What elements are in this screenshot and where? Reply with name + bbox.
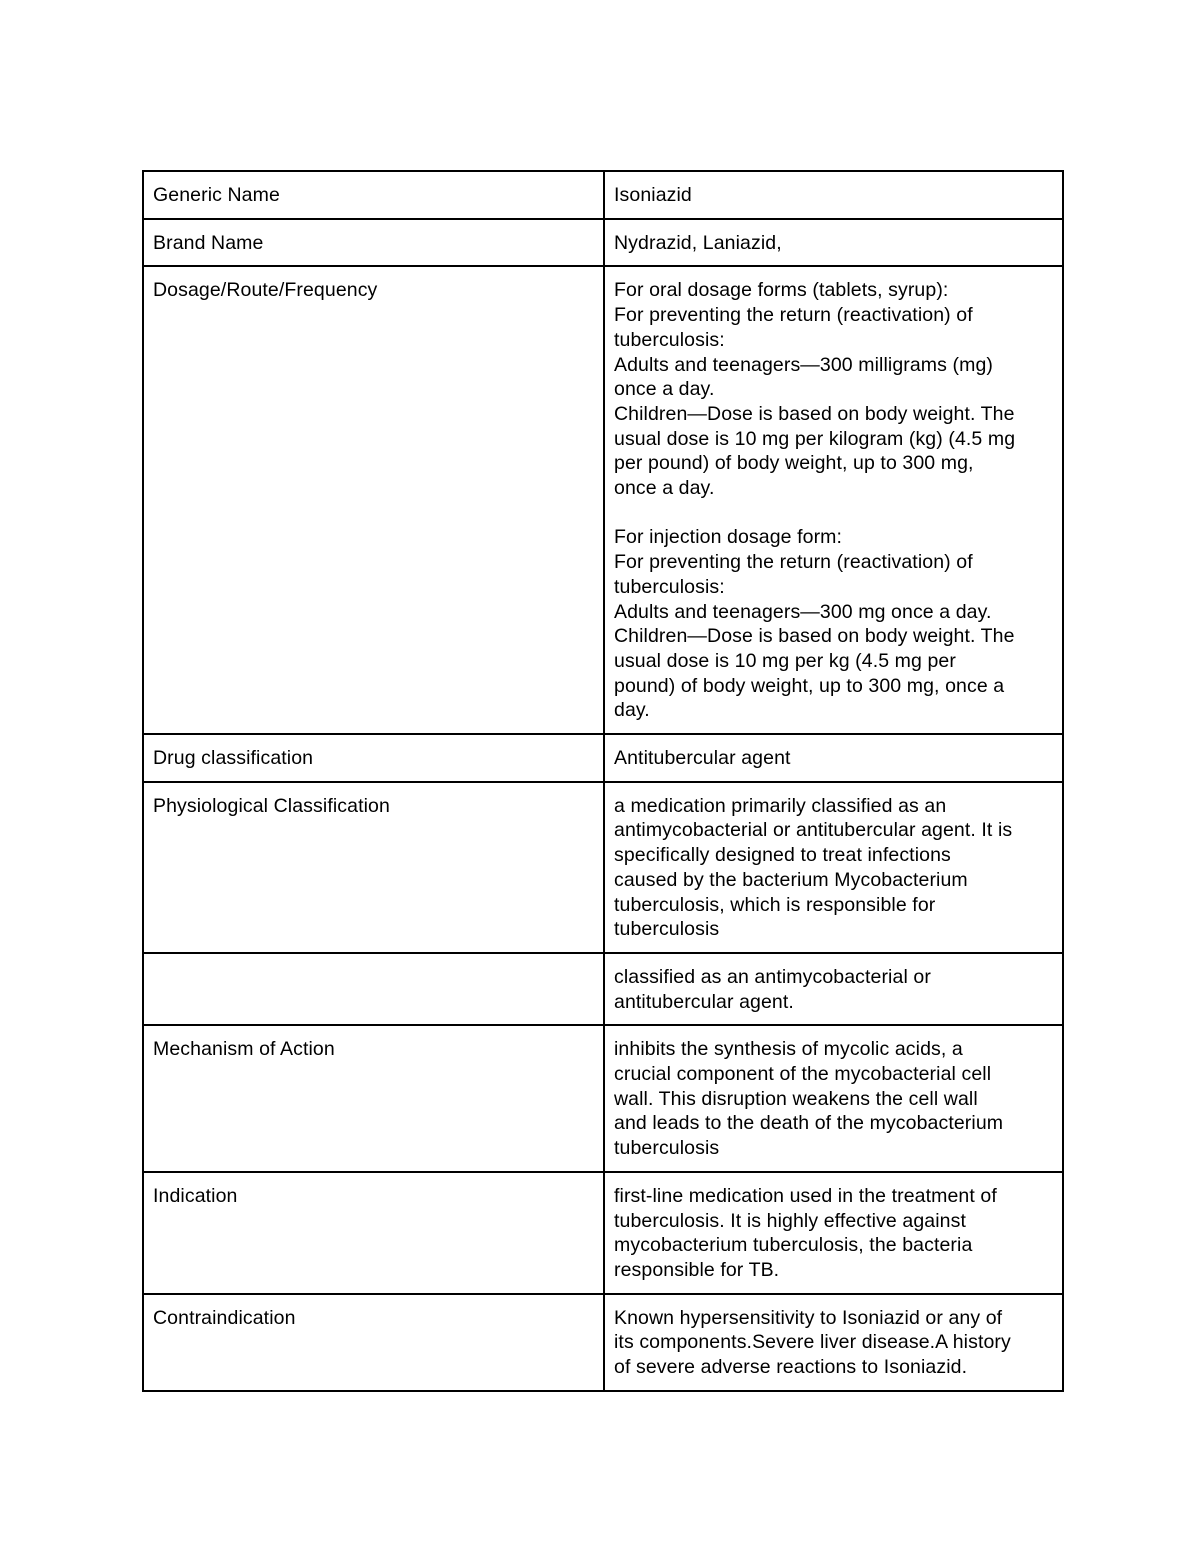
row-value-line: mycobacterium tuberculosis, the bacteria <box>614 1234 973 1257</box>
row-value-line: tuberculosis. It is highly effective against <box>614 1209 966 1232</box>
table-row <box>143 734 1063 782</box>
row-value-line: wall. This disruption weakens the cell wall <box>614 1087 978 1110</box>
row-value-line: tuberculosis <box>614 1137 720 1160</box>
row-label-cell <box>143 734 604 782</box>
row-value-line: tuberculosis: <box>614 575 725 598</box>
row-value-line: antitubercular agent. <box>614 990 794 1013</box>
row-value-line: Adults and teenagers—300 milligrams (mg) <box>614 353 993 376</box>
row-value-line: per pound) of body weight, up to 300 mg, <box>614 452 974 475</box>
row-value-line: pound) of body weight, up to 300 mg, once a <box>614 674 1005 697</box>
row-value-line: tuberculosis <box>614 918 720 941</box>
drug-info-table <box>142 170 1064 1392</box>
row-value-line: Nydrazid, Laniazid, <box>614 231 782 254</box>
row-value-line: responsible for TB. <box>614 1259 780 1281</box>
row-value-line: once a day. <box>614 378 715 401</box>
row-value-line: once a day. <box>614 477 715 500</box>
row-value-line: and leads to the death of the mycobacterium <box>614 1112 1004 1135</box>
row-value-line: antimycobacterial or antitubercular agent. It is <box>614 819 1013 842</box>
table-row <box>143 266 1063 734</box>
row-value-line: For preventing the return (reactivation) of <box>614 551 973 574</box>
table-row <box>143 1294 1063 1391</box>
row-label-cell <box>143 219 604 267</box>
row-value-line: Antitubercular agent <box>614 747 791 770</box>
row-label: Drug classification <box>153 747 314 770</box>
row-value-cell <box>604 1172 1063 1294</box>
row-value-line: usual dose is 10 mg per kilogram (kg) (4.5 mg <box>614 427 1016 450</box>
row-value-line: For injection dosage form: <box>614 526 843 549</box>
table-row <box>143 953 1063 1025</box>
row-value-cell <box>604 171 1063 219</box>
row-value-cell <box>604 782 1063 953</box>
row-value-cell <box>604 1294 1063 1391</box>
row-value-line: caused by the bacterium Mycobacterium <box>614 868 968 891</box>
row-label-cell <box>143 953 604 1025</box>
row-value-line: first-line medication used in the treatment of <box>614 1184 997 1207</box>
row-value-line: crucial component of the mycobacterial cell <box>614 1063 992 1086</box>
row-label: Mechanism of Action <box>153 1038 335 1061</box>
row-label: Contraindication <box>153 1306 296 1329</box>
row-value-line: Isoniazid <box>614 184 692 206</box>
row-label-cell <box>143 1025 604 1172</box>
row-value-line: Adults and teenagers—300 mg once a day. <box>614 600 992 623</box>
table-row <box>143 1025 1063 1172</box>
row-value-line: For preventing the return (reactivation) of <box>614 304 973 327</box>
row-value-cell <box>604 266 1063 734</box>
row-value-line: tuberculosis: <box>614 328 725 351</box>
row-label-cell <box>143 782 604 953</box>
row-value-line: Children—Dose is based on body weight. The <box>614 625 1015 648</box>
row-label: Dosage/Route/Frequency <box>153 279 378 302</box>
row-label-cell <box>143 266 604 734</box>
row-value-line: For oral dosage forms (tablets, syrup): <box>614 279 949 302</box>
row-value-spacer <box>614 501 1054 526</box>
row-value-cell <box>604 953 1063 1025</box>
row-value-cell <box>604 1025 1063 1172</box>
row-label-cell <box>143 1294 604 1391</box>
row-value-line: its components.Severe liver disease.A history <box>614 1331 1011 1354</box>
row-value-line: a medication primarily classified as an <box>614 794 947 817</box>
row-value-cell <box>604 734 1063 782</box>
row-label: Physiological Classification <box>153 794 390 817</box>
row-value-line: Known hypersensitivity to Isoniazid or any of <box>614 1306 1003 1329</box>
row-label-cell <box>143 1172 604 1294</box>
row-label: Generic Name <box>153 184 280 206</box>
row-label: Indication <box>153 1184 238 1207</box>
drug-info-table-body <box>143 171 1063 1391</box>
row-label-cell <box>143 171 604 219</box>
row-value-line: tuberculosis, which is responsible for <box>614 893 936 916</box>
row-value-line: day. <box>614 699 650 722</box>
table-row <box>143 219 1063 267</box>
table-row <box>143 1172 1063 1294</box>
row-value-line: inhibits the synthesis of mycolic acids, a <box>614 1038 963 1061</box>
row-value-line: specifically designed to treat infections <box>614 844 951 867</box>
row-label: Brand Name <box>153 231 264 254</box>
row-value-line: classified as an antimycobacterial or <box>614 965 931 988</box>
row-value-line: Children—Dose is based on body weight. The <box>614 402 1015 425</box>
row-value-line: usual dose is 10 mg per kg (4.5 mg per <box>614 649 956 672</box>
row-value-line: of severe adverse reactions to Isoniazid. <box>614 1356 968 1379</box>
row-value-cell <box>604 219 1063 267</box>
table-row <box>143 171 1063 219</box>
table-row <box>143 782 1063 953</box>
